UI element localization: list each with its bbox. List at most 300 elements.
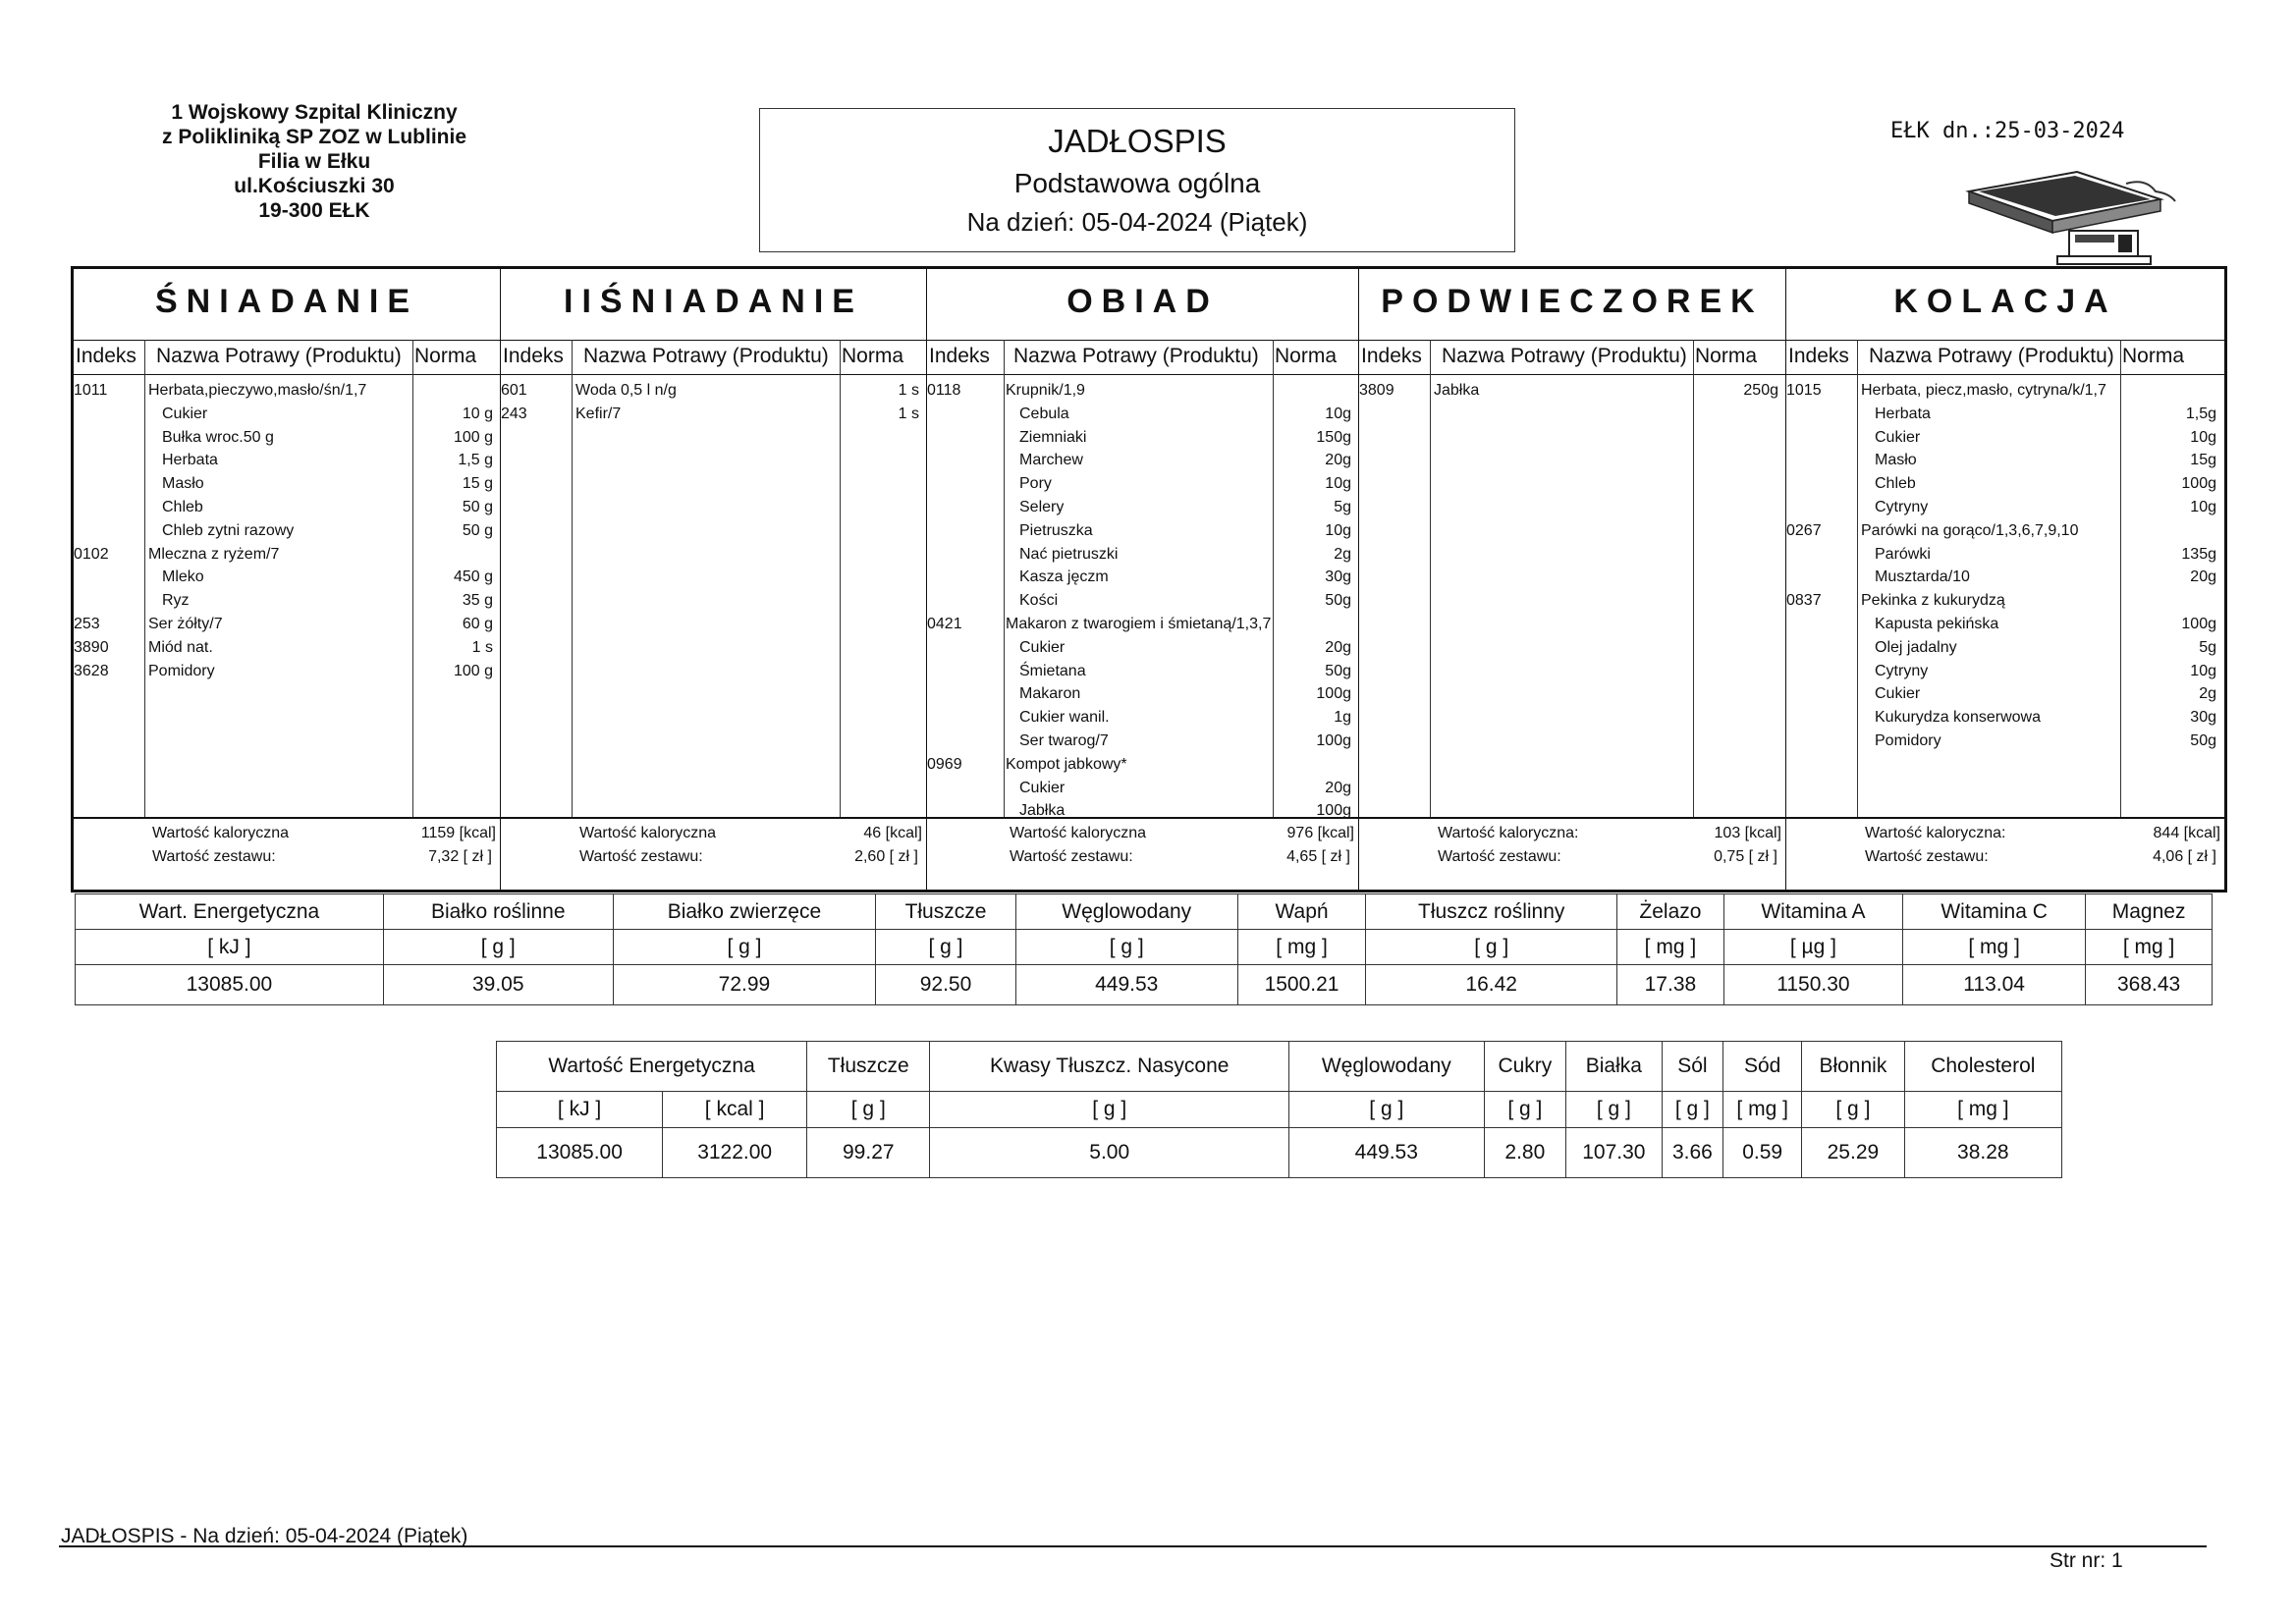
column-header-norm: Norma [2122, 345, 2185, 367]
document-title: JADŁOSPIS [1048, 123, 1227, 159]
table-cell: [ mg ] [1904, 1092, 2061, 1128]
table-cell: Wapń [1237, 894, 1366, 930]
item-norm: 1,5 g [458, 452, 493, 469]
item-index: 3890 [74, 638, 109, 656]
list-item [927, 519, 1358, 543]
meal-section [1359, 269, 1786, 890]
item-index: 1011 [74, 382, 108, 399]
item-name: Kości [1019, 592, 1059, 610]
table-cell: [ g ] [1662, 1092, 1723, 1128]
column-header-index: Indeks [929, 345, 990, 367]
column-headers [74, 340, 500, 375]
column-header-index: Indeks [76, 345, 137, 367]
item-norm: 100g [1316, 685, 1351, 703]
table-cell: 16.42 [1366, 965, 1617, 1005]
meal-section [74, 269, 501, 890]
item-norm: 10g [1325, 405, 1351, 422]
list-item [74, 426, 500, 450]
column-headers [501, 340, 926, 375]
item-name: Pekinka z kukurydzą [1861, 592, 2005, 610]
item-norm: 135g [2181, 545, 2216, 563]
item-name: Pomidory [148, 662, 215, 679]
item-index: 0837 [1786, 592, 1822, 610]
list-item [1359, 379, 1785, 403]
item-name: Woda 0,5 l n/g [575, 382, 677, 399]
list-item [1786, 496, 2224, 519]
table-cell: Tłuszcze [807, 1042, 930, 1092]
list-item [1786, 706, 2224, 730]
meal-totals [74, 817, 500, 890]
column-header-name: Nazwa Potrawy (Produktu) [1442, 345, 1687, 367]
item-name: Cukier [1875, 685, 1921, 703]
table-cell: Sól [1662, 1042, 1723, 1092]
footer-title: JADŁOSPIS - Na dzień: 05-04-2024 (Piątek) [61, 1525, 468, 1547]
table-cell: 449.53 [1288, 1128, 1484, 1178]
meal-items [1786, 379, 2224, 753]
meal-totals [1786, 817, 2224, 890]
title-box [759, 108, 1515, 252]
list-item [74, 519, 500, 543]
item-norm: 30g [1325, 568, 1351, 586]
table-cell: 1500.21 [1237, 965, 1366, 1005]
meal-items [501, 379, 926, 426]
cost-label: Wartość zestawu: [1010, 848, 1133, 865]
item-name: Makaron z twarogiem i śmietaną/1,3,7 [1006, 615, 1272, 632]
table-cell: [ g ] [383, 930, 613, 965]
list-item [74, 543, 500, 567]
item-name: Ryz [162, 592, 190, 610]
item-name: Herbata [162, 452, 218, 469]
table-cell: 5.00 [930, 1128, 1289, 1178]
item-norm: 100g [1316, 802, 1351, 820]
list-item [74, 566, 500, 589]
item-norm: 100 g [453, 662, 493, 679]
meal-totals [501, 817, 926, 890]
table-cell: [ g ] [1288, 1092, 1484, 1128]
table-cell: Węglowodany [1015, 894, 1237, 930]
table-cell: 1150.30 [1723, 965, 1902, 1005]
list-item [927, 660, 1358, 683]
table-cell: Witamina A [1723, 894, 1902, 930]
item-name: Mleko [162, 568, 204, 586]
item-name: Cukier [1019, 638, 1066, 656]
list-item [1786, 730, 2224, 753]
list-item [74, 403, 500, 426]
kcal-value: 1159 [kcal] [420, 825, 496, 841]
column-headers [1786, 340, 2224, 375]
table-cell: [ g ] [1484, 1092, 1565, 1128]
item-name: Chleb [162, 498, 203, 515]
item-index: 0421 [927, 615, 962, 632]
table-cell: 0.59 [1723, 1128, 1802, 1178]
item-norm: 10g [1325, 521, 1351, 539]
list-item [1786, 660, 2224, 683]
item-name: Pietruszka [1019, 521, 1093, 539]
table-cell: 3.66 [1662, 1128, 1723, 1178]
item-norm: 2g [1334, 545, 1351, 563]
table-cell: Wart. Energetyczna [76, 894, 384, 930]
item-norm: 50g [2190, 731, 2216, 749]
meal-section [927, 269, 1359, 890]
meal-items [74, 379, 500, 682]
item-name: Pomidory [1875, 731, 1941, 749]
item-name: Marchew [1019, 452, 1083, 469]
list-item [74, 613, 500, 636]
item-name: Chleb zytni razowy [162, 521, 295, 539]
item-name: Ser twarog/7 [1019, 731, 1109, 749]
item-name: Makaron [1019, 685, 1081, 703]
table-cell: [ kJ ] [497, 1092, 663, 1128]
column-header-name: Nazwa Potrawy (Produktu) [156, 345, 402, 367]
item-norm: 50g [1325, 662, 1351, 679]
table-cell: 113.04 [1903, 965, 2086, 1005]
list-item [74, 449, 500, 472]
column-header-norm: Norma [1275, 345, 1338, 367]
column-header-norm: Norma [842, 345, 904, 367]
table-cell: 99.27 [807, 1128, 930, 1178]
list-item [1786, 543, 2224, 567]
item-norm: 30g [2190, 709, 2216, 727]
kcal-value: 844 [kcal] [2153, 825, 2220, 841]
list-item [1786, 682, 2224, 706]
cost-label: Wartość zestawu: [579, 848, 703, 865]
list-item [927, 426, 1358, 450]
item-index: 0969 [927, 755, 962, 773]
column-header-index: Indeks [503, 345, 564, 367]
table-cell: 368.43 [2086, 965, 2213, 1005]
table-row [76, 894, 2213, 930]
item-norm: 5g [2199, 638, 2216, 656]
table-cell: [ kcal ] [663, 1092, 807, 1128]
list-item [74, 472, 500, 496]
item-index: 0102 [74, 545, 109, 563]
item-norm: 50 g [462, 521, 493, 539]
item-norm: 2g [2199, 685, 2216, 703]
list-item [1786, 426, 2224, 450]
item-norm: 150g [1316, 428, 1351, 446]
table-cell: 107.30 [1566, 1128, 1663, 1178]
item-name: Kapusta pekińska [1875, 615, 1999, 632]
nutrients-table-label [496, 1041, 2062, 1178]
table-cell: 25.29 [1802, 1128, 1904, 1178]
item-name: Cukier [162, 405, 208, 422]
item-index: 3628 [74, 662, 109, 679]
item-norm: 1 s [898, 382, 919, 399]
item-norm: 100g [2181, 615, 2216, 632]
meal-title: OBIAD [1066, 283, 1219, 320]
item-name: Cukier wanil. [1019, 709, 1110, 727]
table-cell: [ kJ ] [76, 930, 384, 965]
item-name: Krupnik/1,9 [1006, 382, 1085, 399]
list-item [1786, 472, 2224, 496]
item-name: Chleb [1875, 475, 1916, 493]
table-cell: Wartość Energetyczna [497, 1042, 807, 1092]
kcal-value: 103 [kcal] [1714, 825, 1781, 841]
table-cell: 38.28 [1904, 1128, 2061, 1178]
meal-totals [1359, 817, 1785, 890]
column-divider [1693, 340, 1694, 819]
item-norm: 10 g [462, 405, 493, 422]
list-item [1786, 613, 2224, 636]
item-norm: 1 s [898, 405, 919, 422]
meal-title: ŚNIADANIE [154, 283, 419, 320]
item-name: Cytryny [1875, 498, 1929, 515]
item-name: Mleczna z ryżem/7 [148, 545, 280, 563]
table-row [76, 965, 2213, 1005]
table-cell: Białko zwierzęce [613, 894, 876, 930]
item-name: Cebula [1019, 405, 1069, 422]
list-item [927, 379, 1358, 403]
item-norm: 1g [1334, 709, 1351, 727]
item-norm: 10g [1325, 475, 1351, 493]
list-item [927, 613, 1358, 636]
column-header-index: Indeks [1361, 345, 1422, 367]
column-header-name: Nazwa Potrawy (Produktu) [1013, 345, 1259, 367]
list-item [1786, 636, 2224, 660]
list-item [1786, 519, 2224, 543]
list-item [927, 730, 1358, 753]
item-norm: 20g [1325, 779, 1351, 796]
item-index: 0118 [927, 382, 961, 399]
item-name: Cukier [1019, 779, 1066, 796]
list-item [74, 660, 500, 683]
list-item [927, 777, 1358, 800]
item-name: Selery [1019, 498, 1065, 515]
cost-value: 4,65 [ zł ] [1286, 848, 1350, 865]
column-divider [1430, 340, 1431, 819]
table-cell: 92.50 [876, 965, 1016, 1005]
item-name: Parówki na gorąco/1,3,6,7,9,10 [1861, 521, 2079, 539]
hospital-line: 19-300 EŁK [258, 199, 370, 222]
kcal-label: Wartość kaloryczna [152, 825, 289, 841]
list-item [927, 706, 1358, 730]
item-name: Kasza jęczm [1019, 568, 1109, 586]
menu-date: Na dzień: 05-04-2024 (Piątek) [966, 207, 1308, 237]
table-cell: Tłuszcze [876, 894, 1016, 930]
item-norm: 20g [2190, 568, 2216, 586]
item-name: Jabłka [1434, 382, 1480, 399]
table-cell: [ g ] [1015, 930, 1237, 965]
table-row [76, 930, 2213, 965]
item-name: Olej jadalny [1875, 638, 1957, 656]
table-cell: 13085.00 [76, 965, 384, 1005]
item-name: Miód nat. [148, 638, 213, 656]
kcal-label: Wartość kaloryczna [1010, 825, 1146, 841]
table-cell: [ mg ] [1617, 930, 1724, 965]
column-header-norm: Norma [414, 345, 477, 367]
item-norm: 60 g [462, 615, 493, 632]
item-norm: 15g [2190, 452, 2216, 469]
item-norm: 10g [2190, 498, 2216, 515]
meal-items [927, 379, 1358, 823]
table-cell: Sód [1723, 1042, 1802, 1092]
cost-label: Wartość zestawu: [1438, 848, 1561, 865]
menu-table [71, 266, 2227, 893]
table-cell: [ g ] [876, 930, 1016, 965]
item-name: Bułka wroc.50 g [162, 428, 274, 446]
meal-title: PODWIECZOREK [1381, 283, 1764, 320]
list-item [927, 753, 1358, 777]
list-item [1786, 449, 2224, 472]
list-item [74, 636, 500, 660]
item-name: Parówki [1875, 545, 1931, 563]
list-item [501, 379, 926, 403]
table-cell: Żelazo [1617, 894, 1724, 930]
item-norm: 20g [1325, 638, 1351, 656]
table-cell: [ g ] [1366, 930, 1617, 965]
meal-title: IIŚNIADANIE [564, 283, 863, 320]
column-headers [927, 340, 1358, 375]
list-item [74, 589, 500, 613]
cost-label: Wartość zestawu: [1865, 848, 1989, 865]
table-cell: Magnez [2086, 894, 2213, 930]
item-name: Nać pietruszki [1019, 545, 1119, 563]
table-cell: 3122.00 [663, 1128, 807, 1178]
table-cell: Węglowodany [1288, 1042, 1484, 1092]
cost-value: 7,32 [ zł ] [428, 848, 492, 865]
table-cell: [ g ] [807, 1092, 930, 1128]
table-cell: Białko roślinne [383, 894, 613, 930]
hospital-address [108, 100, 520, 223]
table-cell: [ mg ] [2086, 930, 2213, 965]
item-index: 1015 [1786, 382, 1822, 399]
item-name: Ziemniaki [1019, 428, 1087, 446]
item-name: Herbata, piecz,masło, cytryna/k/1,7 [1861, 382, 2106, 399]
table-cell: [ µg ] [1723, 930, 1902, 965]
item-name: Pory [1019, 475, 1052, 493]
table-cell: Tłuszcz roślinny [1366, 894, 1617, 930]
list-item [74, 379, 500, 403]
hospital-line: Filia w Ełku [257, 150, 371, 173]
list-item [501, 403, 926, 426]
table-cell: 449.53 [1015, 965, 1237, 1005]
item-name: Cytryny [1875, 662, 1929, 679]
table-cell: Kwasy Tłuszcz. Nasycone [930, 1042, 1289, 1092]
issue-date: EŁK dn.:25-03-2024 [1890, 119, 2125, 143]
table-cell: Witamina C [1903, 894, 2086, 930]
list-item [927, 472, 1358, 496]
hospital-line: ul.Kościuszki 30 [234, 175, 395, 197]
item-norm: 10g [2190, 428, 2216, 446]
nutrients-table-main [75, 893, 2213, 1005]
column-headers [1359, 340, 1785, 375]
list-item [927, 496, 1358, 519]
item-name: Ser żółty/7 [148, 615, 223, 632]
item-name: Herbata,pieczywo,masło/śn/1,7 [148, 382, 367, 399]
list-item [927, 636, 1358, 660]
table-cell: [ mg ] [1903, 930, 2086, 965]
column-header-name: Nazwa Potrawy (Produktu) [1869, 345, 2114, 367]
list-item [927, 449, 1358, 472]
meal-title: KOLACJA [1893, 283, 2117, 320]
footer-divider [59, 1545, 2207, 1547]
table-cell: 17.38 [1617, 965, 1724, 1005]
item-index: 253 [74, 615, 100, 632]
kcal-label: Wartość kaloryczna: [1438, 825, 1579, 841]
kcal-value: 46 [kcal] [863, 825, 922, 841]
item-norm: 100g [1316, 731, 1351, 749]
table-cell: Cholesterol [1904, 1042, 2061, 1092]
table-cell: [ g ] [930, 1092, 1289, 1128]
table-cell: Białka [1566, 1042, 1663, 1092]
meal-items [1359, 379, 1785, 403]
item-name: Herbata [1875, 405, 1931, 422]
kcal-value: 976 [kcal] [1286, 825, 1354, 841]
hospital-line: 1 Wojskowy Szpital Kliniczny [171, 101, 458, 124]
item-norm: 5g [1334, 498, 1351, 515]
column-header-norm: Norma [1695, 345, 1758, 367]
item-norm: 1 s [471, 638, 493, 656]
list-item [927, 543, 1358, 567]
meal-totals [927, 817, 1358, 890]
item-norm: 10g [2190, 662, 2216, 679]
table-cell: [ mg ] [1237, 930, 1366, 965]
table-cell: Cukry [1484, 1042, 1565, 1092]
table-cell: Błonnik [1802, 1042, 1904, 1092]
item-name: Kompot jabkowy* [1006, 755, 1127, 773]
column-header-name: Nazwa Potrawy (Produktu) [583, 345, 829, 367]
table-cell: 2.80 [1484, 1128, 1565, 1178]
item-name: Śmietana [1019, 662, 1086, 679]
list-item [1786, 566, 2224, 589]
cost-label: Wartość zestawu: [152, 848, 276, 865]
table-cell: 13085.00 [497, 1128, 663, 1178]
item-norm: 50g [1325, 592, 1351, 610]
item-norm: 450 g [453, 568, 493, 586]
table-cell: 39.05 [383, 965, 613, 1005]
book-computer-icon [1959, 162, 2185, 275]
hospital-line: z Polikliniką SP ZOZ w Lublinie [162, 126, 466, 148]
page-number: Str nr: 1 [2050, 1549, 2123, 1572]
list-item [927, 566, 1358, 589]
list-item [1786, 379, 2224, 403]
column-header-index: Indeks [1788, 345, 1849, 367]
item-name: Masło [1875, 452, 1917, 469]
item-index: 0267 [1786, 521, 1822, 539]
item-name: Kefir/7 [575, 405, 622, 422]
item-norm: 15 g [462, 475, 493, 493]
cost-value: 2,60 [ zł ] [854, 848, 918, 865]
item-name: Cukier [1875, 428, 1921, 446]
cost-value: 4,06 [ zł ] [2153, 848, 2216, 865]
item-index: 243 [501, 405, 527, 422]
item-index: 3809 [1359, 382, 1394, 399]
list-item [1786, 589, 2224, 613]
item-name: Masło [162, 475, 204, 493]
table-cell: [ g ] [613, 930, 876, 965]
item-norm: 100g [2181, 475, 2216, 493]
diet-type: Podstawowa ogólna [1013, 168, 1261, 198]
kcal-label: Wartość kaloryczna: [1865, 825, 2006, 841]
table-cell: [ mg ] [1723, 1092, 1802, 1128]
item-name: Musztarda/10 [1875, 568, 1970, 586]
list-item [927, 682, 1358, 706]
table-cell: [ g ] [1802, 1092, 1904, 1128]
item-norm: 20g [1325, 452, 1351, 469]
table-row [497, 1042, 2062, 1092]
table-row [497, 1092, 2062, 1128]
table-cell: [ g ] [1566, 1092, 1663, 1128]
kcal-label: Wartość kaloryczna [579, 825, 716, 841]
list-item [927, 589, 1358, 613]
item-name: Kukurydza konserwowa [1875, 709, 2041, 727]
meal-section [501, 269, 927, 890]
item-norm: 35 g [462, 592, 493, 610]
table-row [497, 1128, 2062, 1178]
cost-value: 0,75 [ zł ] [1714, 848, 1777, 865]
item-norm: 50 g [462, 498, 493, 515]
table-cell: 72.99 [613, 965, 876, 1005]
